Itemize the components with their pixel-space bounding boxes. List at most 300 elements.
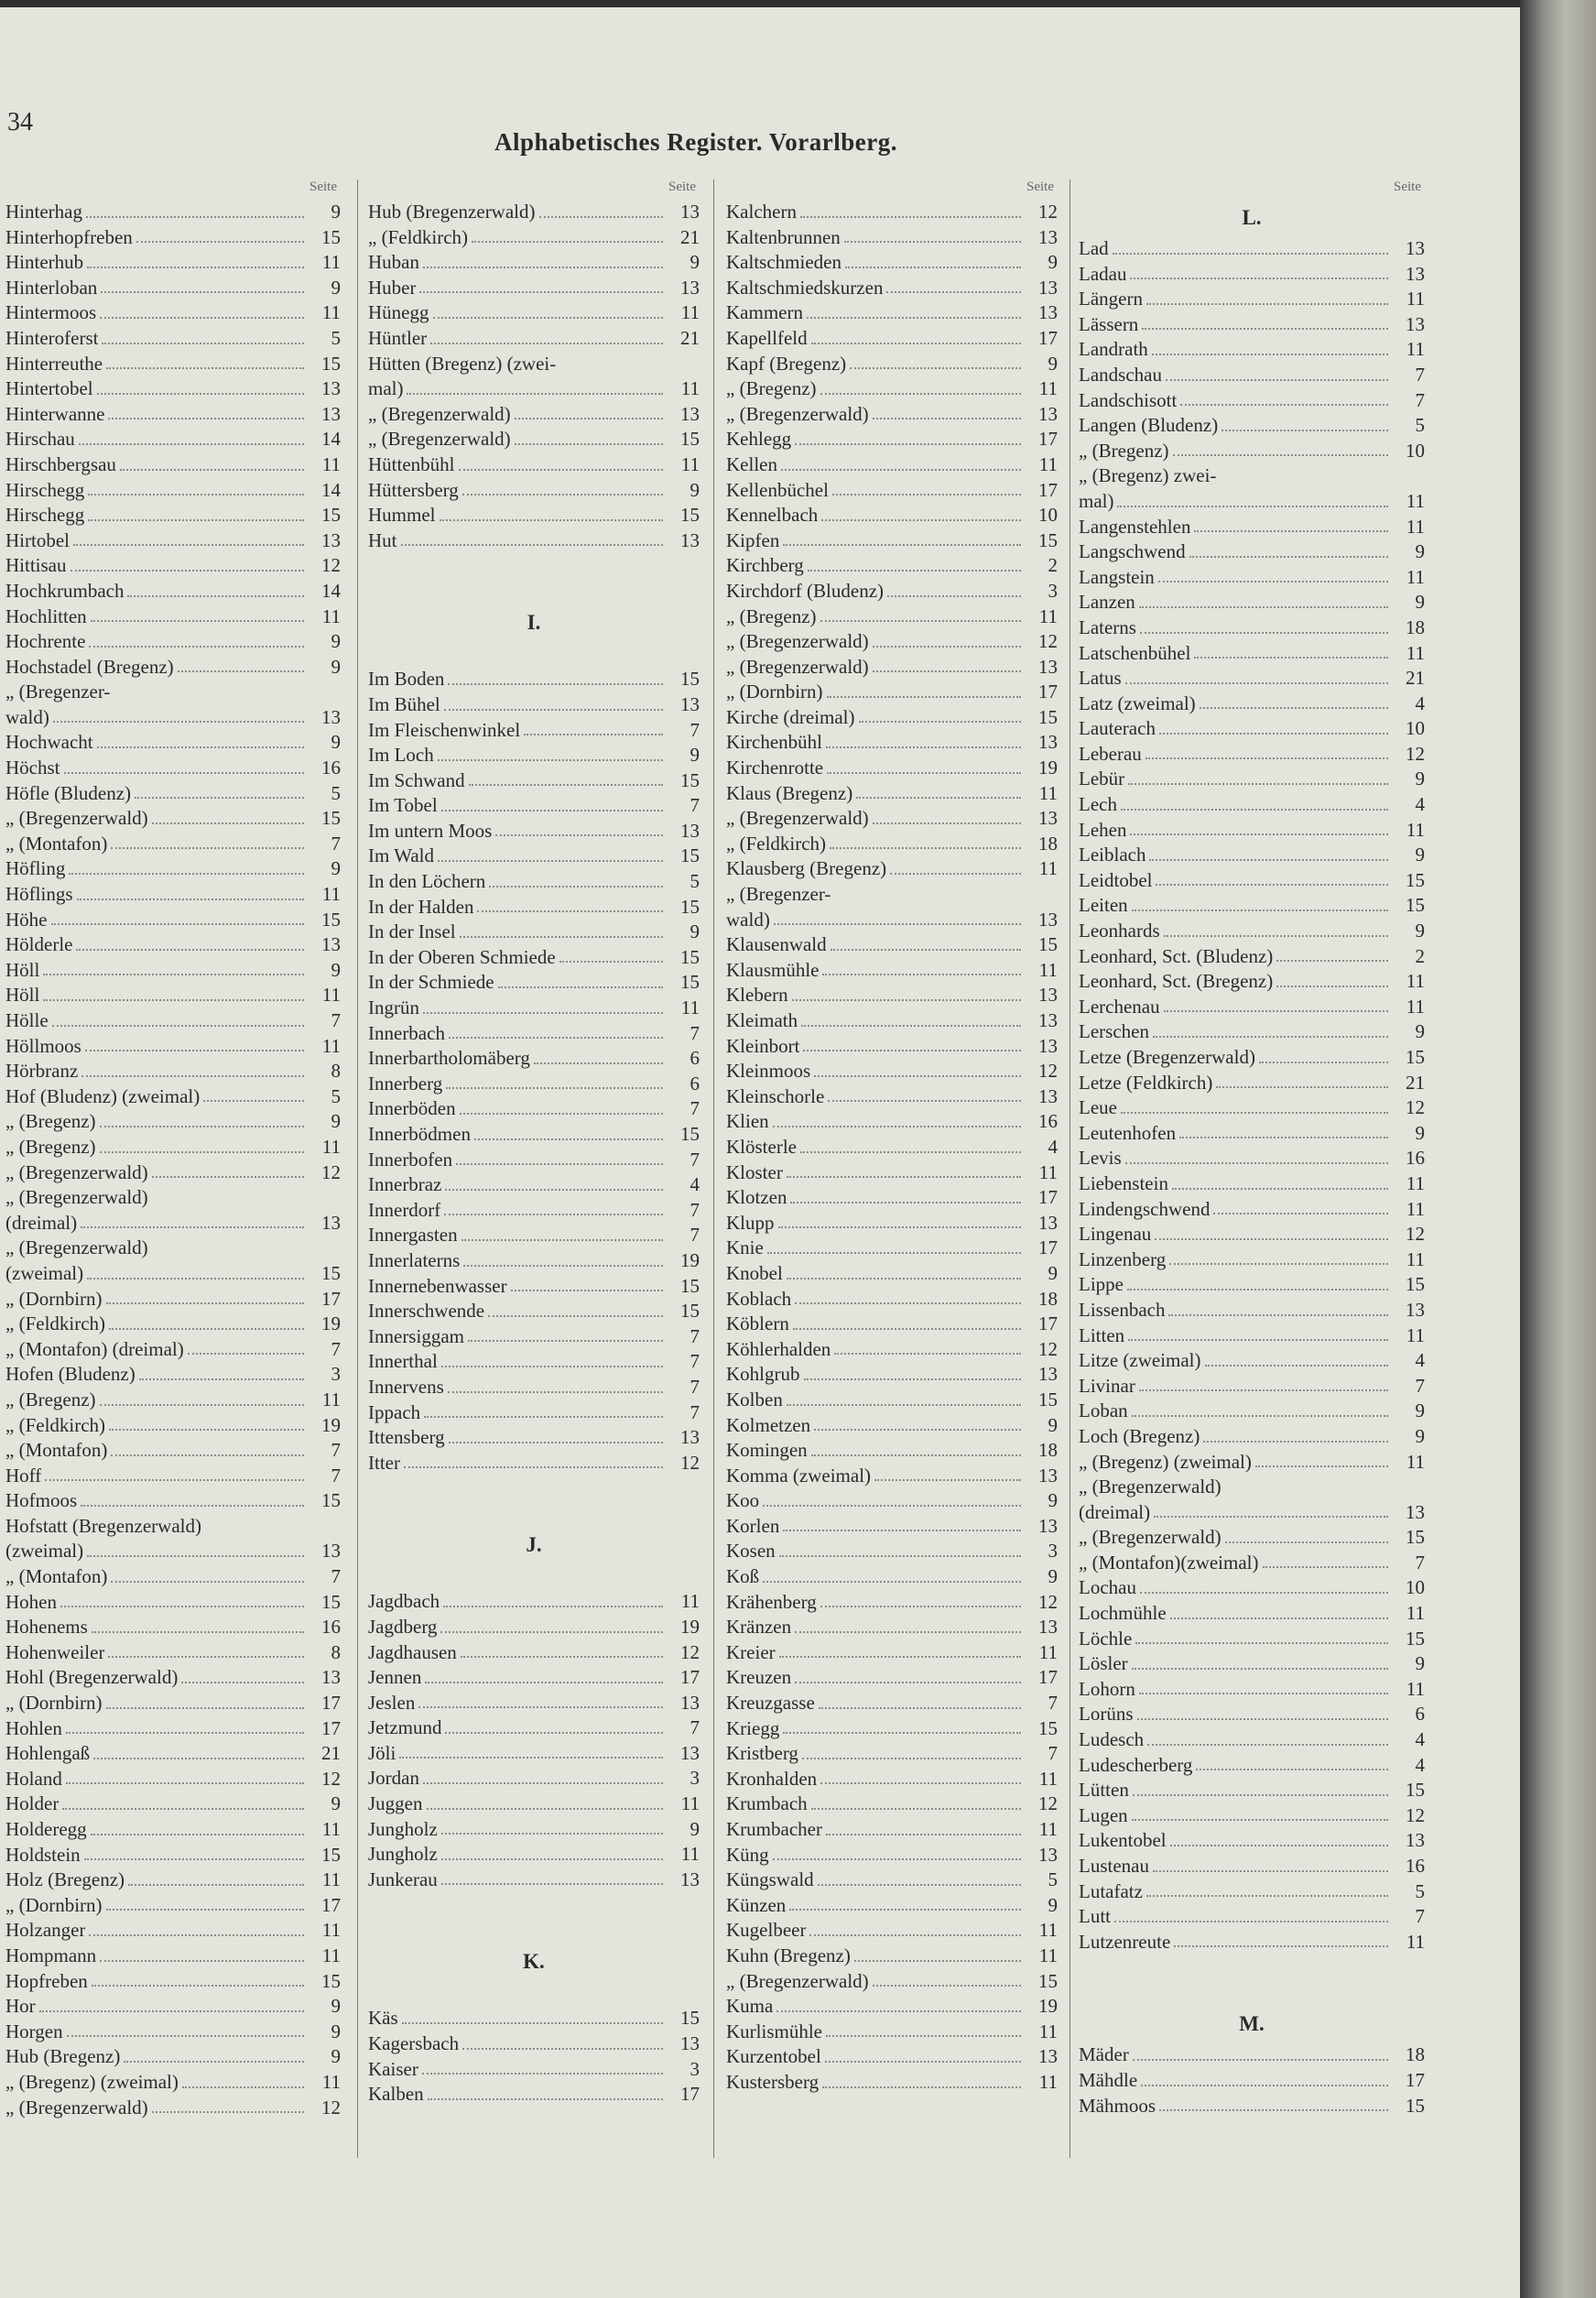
page-reference: 9 xyxy=(1415,920,1425,942)
page-reference: 15 xyxy=(1038,1969,1058,1992)
page-reference: 9 xyxy=(331,2020,341,2042)
index-entry xyxy=(368,920,700,945)
page-reference: 15 xyxy=(321,807,341,830)
index-entry xyxy=(1079,363,1425,388)
index-entry xyxy=(368,970,700,996)
index-entry xyxy=(5,1564,341,1590)
place-name: Innerbach xyxy=(368,1021,445,1044)
place-name: Kronhalden xyxy=(726,1767,818,1790)
page-reference: 15 xyxy=(680,1274,700,1297)
place-name: Kriegg xyxy=(726,1716,780,1739)
dot-leader xyxy=(427,1808,664,1810)
place-name: Leiblach xyxy=(1079,844,1146,866)
place-name: Kaltschmieden xyxy=(726,251,841,274)
place-name: Liebenstein xyxy=(1079,1171,1168,1194)
place-name: „ (Bregenzerwald) xyxy=(368,402,511,425)
place-name: Lindengschwend xyxy=(1079,1197,1211,1220)
index-entry xyxy=(5,402,341,428)
page-reference: 13 xyxy=(680,1426,700,1449)
dot-leader xyxy=(1153,1036,1388,1038)
page-reference: 5 xyxy=(689,870,700,893)
index-entry xyxy=(368,1691,700,1716)
place-name: Höfling xyxy=(5,857,66,880)
page-reference: 11 xyxy=(1406,641,1425,664)
index-entry xyxy=(1079,1551,1425,1576)
index-entry xyxy=(368,1589,700,1615)
place-name: Jungholz xyxy=(368,1817,438,1840)
page-reference: 11 xyxy=(1038,1919,1058,1942)
index-entry xyxy=(1079,1045,1425,1071)
page-reference: 17 xyxy=(1038,681,1058,703)
index-entry xyxy=(368,1072,700,1097)
index-entry xyxy=(5,856,341,882)
index-entry xyxy=(1079,1727,1425,1753)
index-entry xyxy=(5,983,341,1008)
place-name: Innerböden xyxy=(368,1097,456,1120)
dot-leader xyxy=(808,570,1021,572)
index-entry xyxy=(726,1185,1058,1211)
place-name: „ (Bregenz) xyxy=(5,1135,96,1158)
index-entry xyxy=(726,1817,1058,1843)
index-entry xyxy=(726,1918,1058,1944)
dot-leader xyxy=(462,2048,663,2050)
page-reference: 9 xyxy=(1415,540,1425,563)
dot-leader xyxy=(1164,935,1388,937)
dot-leader xyxy=(1133,2059,1388,2061)
index-entry xyxy=(726,427,1058,452)
index-entry xyxy=(1079,1854,1425,1879)
page-reference: 7 xyxy=(1415,363,1425,386)
dot-leader xyxy=(1114,1921,1388,1922)
page-reference: 13 xyxy=(1038,984,1058,1007)
dot-leader xyxy=(1155,1238,1388,1240)
index-entry xyxy=(726,1084,1058,1110)
page-reference: 13 xyxy=(1038,2045,1058,2068)
index-entry xyxy=(726,1767,1058,1792)
index-entry xyxy=(368,1274,700,1300)
dot-leader xyxy=(106,1707,304,1709)
dot-leader xyxy=(779,1656,1021,1658)
place-name: Kolben xyxy=(726,1388,783,1410)
place-name: „ (Bregenz) xyxy=(5,1388,96,1410)
index-entry xyxy=(5,427,341,452)
place-name: Hittisau xyxy=(5,554,67,577)
place-name: Lukentobel xyxy=(1079,1829,1167,1852)
place-name: „ (Bregenz) xyxy=(726,604,817,627)
index-entry xyxy=(368,718,700,744)
dot-leader xyxy=(811,343,1021,344)
page-reference: 11 xyxy=(1038,958,1058,981)
page-reference: 9 xyxy=(331,1792,341,1815)
index-entry xyxy=(5,1514,341,1540)
page-reference: 15 xyxy=(1406,1273,1425,1296)
index-entry xyxy=(726,200,1058,225)
dot-leader xyxy=(1221,430,1388,431)
page-reference: 15 xyxy=(321,1843,341,1866)
dot-leader xyxy=(1139,1693,1388,1694)
dot-leader xyxy=(462,494,663,496)
page-reference: 15 xyxy=(680,504,700,527)
dot-leader xyxy=(524,734,663,735)
index-entry xyxy=(726,856,1058,882)
page-reference: 9 xyxy=(1048,352,1058,375)
place-name: Innergasten xyxy=(368,1224,458,1247)
index-entry xyxy=(726,908,1058,933)
column-divider xyxy=(713,180,714,2158)
place-name: Innerbraz xyxy=(368,1173,442,1196)
page-reference: 15 xyxy=(1406,2094,1425,2117)
page-reference: 13 xyxy=(1038,1009,1058,1031)
page-reference: 13 xyxy=(1038,1084,1058,1107)
index-entry xyxy=(368,1817,700,1843)
place-name: Hölderle xyxy=(5,933,73,956)
index-entry xyxy=(5,1944,341,1969)
page-reference: 13 xyxy=(1038,1616,1058,1639)
page-reference: 9 xyxy=(1415,844,1425,866)
dot-leader xyxy=(440,519,664,521)
index-entry xyxy=(5,1994,341,2020)
dot-leader xyxy=(1133,1794,1388,1796)
dot-leader xyxy=(182,2086,304,2088)
place-name: In der Insel xyxy=(368,920,456,943)
index-entry xyxy=(726,1312,1058,1337)
index-entry xyxy=(5,1109,341,1135)
place-name: Innerbödmen xyxy=(368,1123,471,1145)
place-name: „ (Bregenz) xyxy=(5,1110,96,1133)
index-entry xyxy=(726,1236,1058,1261)
page-reference: 13 xyxy=(1038,655,1058,678)
place-name: Im Wald xyxy=(368,844,434,867)
page-reference: 21 xyxy=(1406,667,1425,690)
page-reference: 4 xyxy=(1415,1753,1425,1776)
dot-leader xyxy=(101,291,304,293)
dot-leader xyxy=(87,1278,304,1280)
page-reference: 13 xyxy=(1406,1500,1425,1523)
place-name: Langen (Bludenz) xyxy=(1079,414,1219,437)
page-reference: 17 xyxy=(1406,2068,1425,2091)
dot-leader xyxy=(1213,1213,1388,1214)
page-reference: 7 xyxy=(689,1716,700,1739)
index-entry xyxy=(5,832,341,857)
place-name: „ (Bregenzerwald) xyxy=(5,1236,148,1259)
page-reference: 5 xyxy=(331,326,341,349)
page-reference: 11 xyxy=(1406,995,1425,1018)
spacer xyxy=(368,579,700,604)
dot-leader xyxy=(1196,1769,1388,1770)
dot-leader xyxy=(418,1706,663,1708)
place-name: Hünegg xyxy=(368,301,429,324)
dot-leader xyxy=(97,746,304,748)
page-reference: 12 xyxy=(1038,630,1058,653)
place-name: (zweimal) xyxy=(5,1540,84,1563)
place-name: Korlen xyxy=(726,1514,780,1537)
dot-leader xyxy=(890,873,1021,875)
index-entry xyxy=(1079,919,1425,944)
place-name: (dreimal) xyxy=(1079,1500,1151,1523)
dot-leader xyxy=(441,1833,663,1835)
place-name: Lanzen xyxy=(1079,591,1135,614)
place-name: Komingen xyxy=(726,1439,808,1462)
place-name: Linzenberg xyxy=(1079,1247,1167,1270)
dot-leader xyxy=(106,1302,304,1304)
index-entry xyxy=(5,1008,341,1034)
index-entry xyxy=(726,832,1058,857)
place-name: Höflings xyxy=(5,883,73,906)
place-name: „ (Bregenzerwald) xyxy=(5,1186,148,1209)
dot-leader xyxy=(1128,783,1388,785)
page-reference: 13 xyxy=(321,377,341,400)
index-entry xyxy=(5,376,341,402)
page-reference: 7 xyxy=(331,1009,341,1031)
place-name: Hoff xyxy=(5,1464,42,1487)
place-name: Hirschau xyxy=(5,428,75,451)
index-entry xyxy=(726,958,1058,984)
dot-leader xyxy=(84,1858,304,1860)
place-name: Kaltschmiedskurzen xyxy=(726,276,884,299)
dot-leader xyxy=(854,1960,1021,1962)
page-reference: 21 xyxy=(1406,1071,1425,1094)
index-entry xyxy=(5,1084,341,1110)
dot-leader xyxy=(1168,1314,1388,1316)
dot-leader xyxy=(1166,379,1388,381)
page-reference: 3 xyxy=(331,1363,341,1386)
dot-leader xyxy=(181,1682,304,1683)
page-reference: 7 xyxy=(689,1224,700,1247)
index-entry xyxy=(368,402,700,428)
dot-leader xyxy=(773,1126,1021,1127)
place-name: Latschenbühel xyxy=(1079,641,1191,664)
index-entry xyxy=(1079,818,1425,844)
page-reference: 18 xyxy=(1038,1439,1058,1462)
page-reference: 15 xyxy=(1038,1716,1058,1739)
page-reference: 11 xyxy=(321,1818,341,1840)
dot-leader xyxy=(120,469,304,471)
dot-leader xyxy=(787,1404,1021,1406)
dot-leader xyxy=(820,393,1021,395)
page-reference: 4 xyxy=(689,1173,700,1196)
page-reference: 17 xyxy=(1038,428,1058,451)
index-entry xyxy=(5,1337,341,1363)
index-entry xyxy=(726,579,1058,604)
page-reference: 3 xyxy=(689,1767,700,1790)
place-name: Krumbach xyxy=(726,1792,808,1815)
index-entry xyxy=(5,958,341,984)
place-name: Kristberg xyxy=(726,1742,798,1765)
index-entry xyxy=(1079,1828,1425,1854)
dot-leader xyxy=(448,683,663,685)
index-entry xyxy=(368,945,700,971)
dot-leader xyxy=(807,317,1021,319)
page-reference: 14 xyxy=(321,428,341,451)
page-reference: 7 xyxy=(689,1400,700,1423)
index-entry xyxy=(368,869,700,895)
dot-leader xyxy=(69,873,304,875)
place-name: Lehen xyxy=(1079,818,1127,841)
index-entry xyxy=(1079,1525,1425,1551)
dot-leader xyxy=(1164,1010,1388,1012)
place-name: Hompmann xyxy=(5,1944,97,1966)
index-entry xyxy=(726,1590,1058,1616)
page-reference: 10 xyxy=(1406,717,1425,740)
dot-leader xyxy=(822,2086,1021,2088)
place-name: Latz (zweimal) xyxy=(1079,692,1196,714)
index-entry xyxy=(5,2044,341,2070)
page-reference: 13 xyxy=(1038,1464,1058,1487)
page-reference: 9 xyxy=(689,744,700,767)
place-name: Löchle xyxy=(1079,1627,1133,1650)
index-entry xyxy=(1079,1323,1425,1349)
index-entry xyxy=(1079,666,1425,692)
place-name: Lauterach xyxy=(1079,717,1156,740)
page-reference: 12 xyxy=(1038,1590,1058,1613)
place-name: Ludescherberg xyxy=(1079,1753,1193,1776)
dot-leader xyxy=(489,886,663,888)
page-reference: 15 xyxy=(321,908,341,931)
spacer xyxy=(368,1476,700,1501)
column-divider xyxy=(1069,180,1070,2158)
spacer xyxy=(1079,1980,1425,2006)
index-entry xyxy=(726,452,1058,478)
index-entry xyxy=(5,1716,341,1742)
place-name: Kugelbeer xyxy=(726,1919,807,1942)
index-entry xyxy=(1079,1121,1425,1147)
index-entry xyxy=(1079,1651,1425,1677)
dot-leader xyxy=(448,1391,663,1393)
index-entry xyxy=(368,1615,700,1640)
dot-leader xyxy=(873,646,1021,648)
dot-leader xyxy=(446,1087,663,1089)
dot-leader xyxy=(1156,884,1388,886)
index-entry xyxy=(368,2057,700,2083)
page-reference: 10 xyxy=(1038,504,1058,527)
index-entry xyxy=(726,1413,1058,1439)
index-entry xyxy=(726,756,1058,781)
place-name: „ (Bregenzer- xyxy=(5,681,111,703)
page-reference: 13 xyxy=(1406,1829,1425,1852)
index-entry xyxy=(1079,641,1425,667)
place-name: Hub (Bregenz) xyxy=(5,2045,121,2068)
place-name: Mähmoos xyxy=(1079,2094,1156,2117)
page-reference: 13 xyxy=(680,1741,700,1764)
place-name: „ (Montafon)(zweimal) xyxy=(1079,1551,1259,1574)
place-name: Lebür xyxy=(1079,768,1125,790)
index-entry xyxy=(1079,1879,1425,1905)
dot-leader xyxy=(844,241,1021,243)
index-entry xyxy=(726,1388,1058,1413)
index-entry xyxy=(5,528,341,554)
page-reference: 11 xyxy=(1406,1930,1425,1953)
index-entry xyxy=(5,1438,341,1464)
index-entry xyxy=(726,806,1058,832)
page-reference: 11 xyxy=(1038,377,1058,400)
index-entry xyxy=(1079,2094,1425,2119)
dot-leader xyxy=(1130,278,1388,279)
index-entry xyxy=(1079,792,1425,818)
place-name: „ (Bregenzerwald) xyxy=(5,2096,148,2118)
place-name: „ (Bregenzerwald) xyxy=(726,630,869,653)
page-reference: 11 xyxy=(1406,970,1425,993)
page-reference: 4 xyxy=(1415,692,1425,714)
page-reference: 15 xyxy=(1406,868,1425,891)
dot-leader xyxy=(52,1025,304,1027)
index-entry xyxy=(5,1792,341,1817)
place-name: Leue xyxy=(1079,1096,1117,1119)
page-reference: 11 xyxy=(1038,1944,1058,1966)
dot-leader xyxy=(469,784,663,786)
place-name: Höfle (Bludenz) xyxy=(5,781,132,804)
place-name: Lustenau xyxy=(1079,1855,1149,1877)
place-name: Lingenau xyxy=(1079,1223,1152,1246)
place-name: Hinterreuthe xyxy=(5,352,103,375)
dot-leader xyxy=(488,1315,663,1317)
index-entry xyxy=(5,452,341,478)
place-name: Jetzmund xyxy=(368,1716,442,1739)
dot-leader xyxy=(399,1757,663,1759)
dot-leader xyxy=(1135,1642,1388,1644)
page-reference: 9 xyxy=(1415,1652,1425,1675)
page-reference: 15 xyxy=(1406,1046,1425,1068)
page-reference: 9 xyxy=(1048,1489,1058,1512)
index-entry xyxy=(1079,2042,1425,2068)
index-entry xyxy=(1079,2068,1425,2094)
dot-leader xyxy=(850,367,1021,369)
place-name: Klausenwald xyxy=(726,933,827,956)
index-entry xyxy=(726,553,1058,579)
index-entry xyxy=(5,1388,341,1413)
page-reference: 18 xyxy=(1038,1287,1058,1310)
index-entry xyxy=(368,1400,700,1426)
page-reference: 9 xyxy=(331,958,341,981)
place-name: Langenstehlen xyxy=(1079,515,1191,538)
dot-leader xyxy=(97,393,304,395)
place-name: „ (Feldkirch) xyxy=(726,832,827,855)
place-name: Hofmoos xyxy=(5,1489,78,1512)
page-reference: 9 xyxy=(1415,1424,1425,1447)
place-name: Krumbacher xyxy=(726,1818,822,1840)
spacer xyxy=(368,641,700,667)
dot-leader xyxy=(1169,1263,1388,1265)
place-name: Kurzentobel xyxy=(726,2045,821,2068)
dot-leader xyxy=(468,1340,663,1342)
place-name: Lorüns xyxy=(1079,1703,1134,1726)
index-entry xyxy=(5,932,341,958)
dot-leader xyxy=(1145,757,1388,759)
page-reference: 13 xyxy=(1038,807,1058,830)
dot-leader xyxy=(1146,303,1388,305)
index-entry xyxy=(368,1425,700,1451)
dot-leader xyxy=(1140,1592,1388,1594)
place-name: Im Boden xyxy=(368,668,445,691)
spacer xyxy=(368,1892,700,1918)
page-reference: 6 xyxy=(689,1047,700,1070)
index-entry xyxy=(1079,489,1425,515)
place-name: Lerchenau xyxy=(1079,995,1160,1018)
page-reference: 5 xyxy=(1415,414,1425,437)
place-name: Ittensberg xyxy=(368,1426,445,1449)
index-entry xyxy=(726,1564,1058,1590)
page-reference: 13 xyxy=(1038,1514,1058,1537)
dot-leader xyxy=(430,343,663,344)
index-entry xyxy=(1079,1197,1425,1223)
page-reference: 11 xyxy=(1038,2020,1058,2042)
dot-leader xyxy=(783,1530,1021,1531)
index-entry xyxy=(1079,1374,1425,1399)
page-reference: 15 xyxy=(321,225,341,248)
index-entry xyxy=(368,2006,700,2031)
index-entry xyxy=(1079,1247,1425,1273)
place-name: Lochmühle xyxy=(1079,1602,1167,1625)
place-name: Klien xyxy=(726,1110,769,1133)
